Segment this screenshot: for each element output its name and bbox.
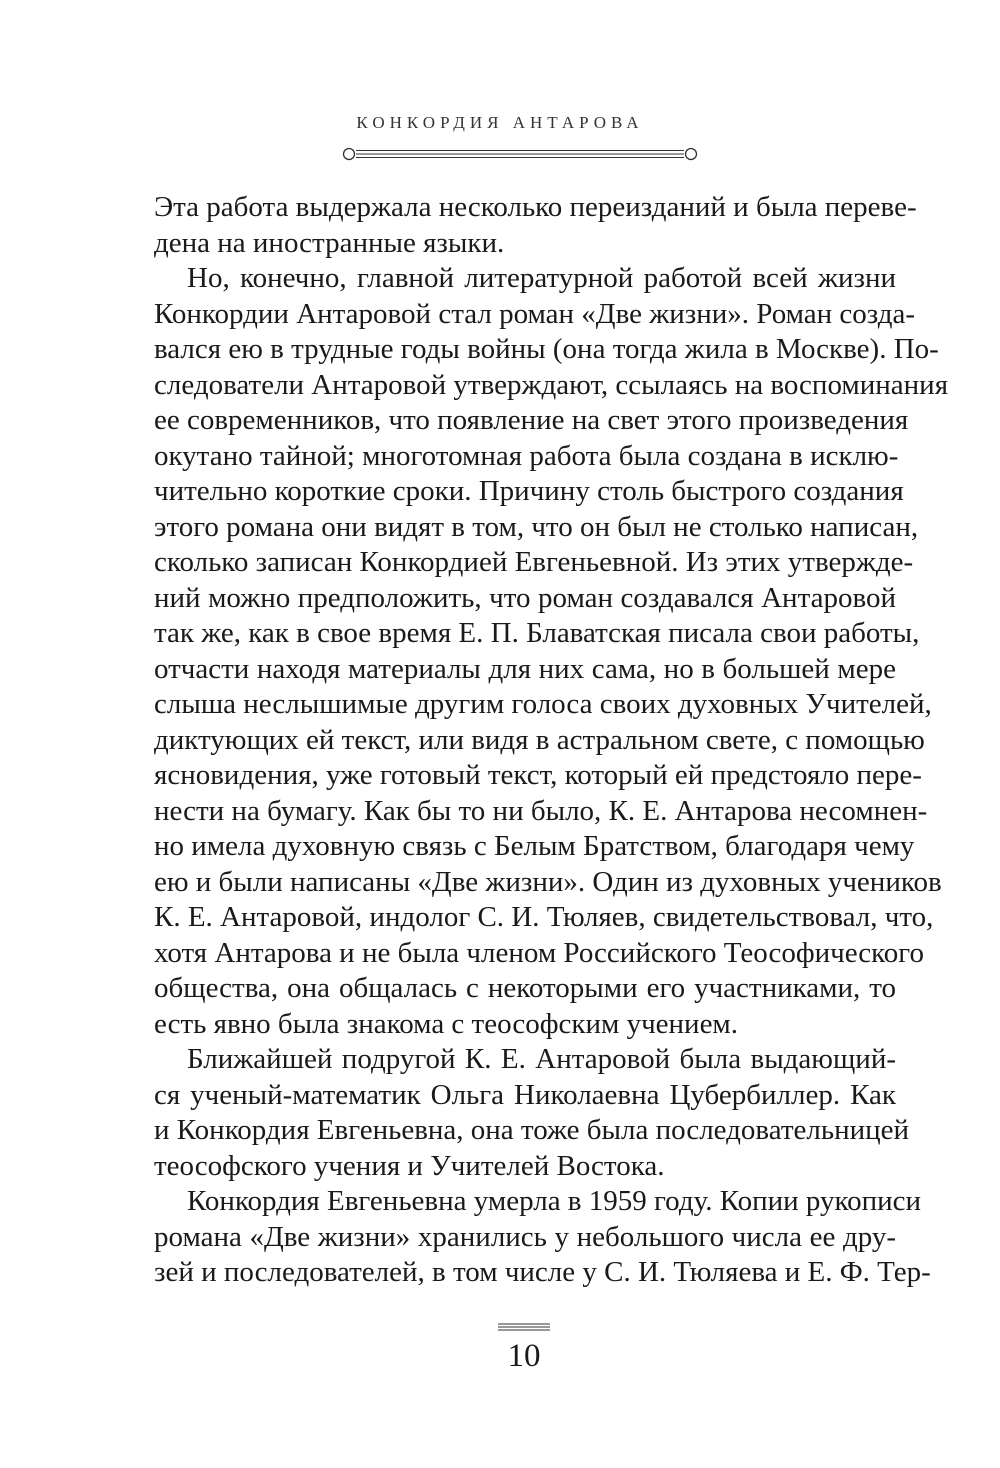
text-line: К. Е. Антаровой, индолог С. И. Тюляев, свидетельствовал, что,: [154, 901, 934, 933]
text-line: теософского учения и Учителей Востока.: [154, 1149, 665, 1182]
text-line: дена на иностранные языки.: [154, 226, 505, 259]
text-line: есть явно была знакома с теософским учением.: [154, 1007, 739, 1040]
text-line: Конкордия Евгеньевна умерла в 1959 году. Копии рукописи: [187, 1185, 922, 1217]
text-line: вался ею в трудные годы войны (она тогда жила в Москве). По-: [154, 333, 939, 365]
text-line: ясновидения, уже готовый текст, который ей предстояло пере-: [154, 759, 922, 791]
text-line: Но, конечно, главной литературной работой всей жизни: [187, 262, 896, 294]
text-line: так же, как в свое время Е. П. Блаватская писала свои работы,: [154, 617, 920, 649]
text-line: Ближайшей подругой К. Е. Антаровой была выдающий-: [187, 1043, 896, 1075]
text-line: ний можно предположить, что роман создавался Антаровой: [154, 581, 896, 614]
page-number: 10: [507, 1338, 541, 1374]
text-line: чительно короткие сроки. Причину столь быстрого создания: [154, 475, 904, 507]
text-line: сколько записан Конкордией Евгеньевной. Из этих утвержде-: [154, 546, 914, 578]
text-line: зей и последователей, в том числе у С. И. Тюляева и Е. Ф. Тер-: [154, 1256, 931, 1288]
text-line: Эта работа выдержала несколько переизданий и была переве-: [154, 191, 917, 223]
text-line: отчасти находя материалы для них сама, но в большей мере: [154, 652, 896, 685]
folio-ornament-rule: [498, 1322, 550, 1332]
text-line: нести на бумагу. Как бы то ни было, К. Е. Антарова несомнен-: [154, 794, 928, 827]
ornament-left-circle-icon: [344, 149, 355, 160]
body-text: [154, 190, 949, 1291]
ornament-right-circle-icon: [686, 149, 697, 160]
text-line: диктующих ей текст, или видя в астральном свете, с помощью: [154, 723, 925, 756]
running-head-title: КОНКОРДИЯ АНТАРОВА: [356, 113, 644, 132]
text-line: романа «Две жизни» хранились у небольшого числа ее дру-: [154, 1220, 896, 1253]
text-line: общества, она общалась с некоторыми его участниками, то: [154, 972, 896, 1004]
text-line: и Конкордия Евгеньевна, она тоже была последовательницей: [154, 1114, 910, 1146]
text-line: слыша неслышимые другим голоса своих духовных Учителей,: [154, 688, 932, 720]
text-line: ею и были написаны «Две жизни». Один из духовных учеников: [154, 865, 942, 898]
text-line: Конкордии Антаровой стал роман «Две жизни». Роман созда-: [154, 297, 916, 330]
header-ornament: [340, 144, 700, 164]
text-line: этого романа они видят в том, что он был не столько написан,: [154, 510, 919, 543]
text-line: но имела духовную связь с Белым Братством, благодаря чему: [154, 830, 915, 862]
text-line: окутано тайной; многотомная работа была создана в исклю-: [154, 439, 899, 472]
text-line: ся ученый-математик Ольга Николаевна Цубербиллер. Как: [154, 1078, 896, 1111]
text-line: хотя Антарова и не была членом Российского Теософического: [154, 936, 924, 969]
text-line: следователи Антаровой утверждают, ссылаясь на воспоминания: [154, 368, 949, 401]
text-line: ее современников, что появление на свет этого произведения: [154, 404, 909, 436]
